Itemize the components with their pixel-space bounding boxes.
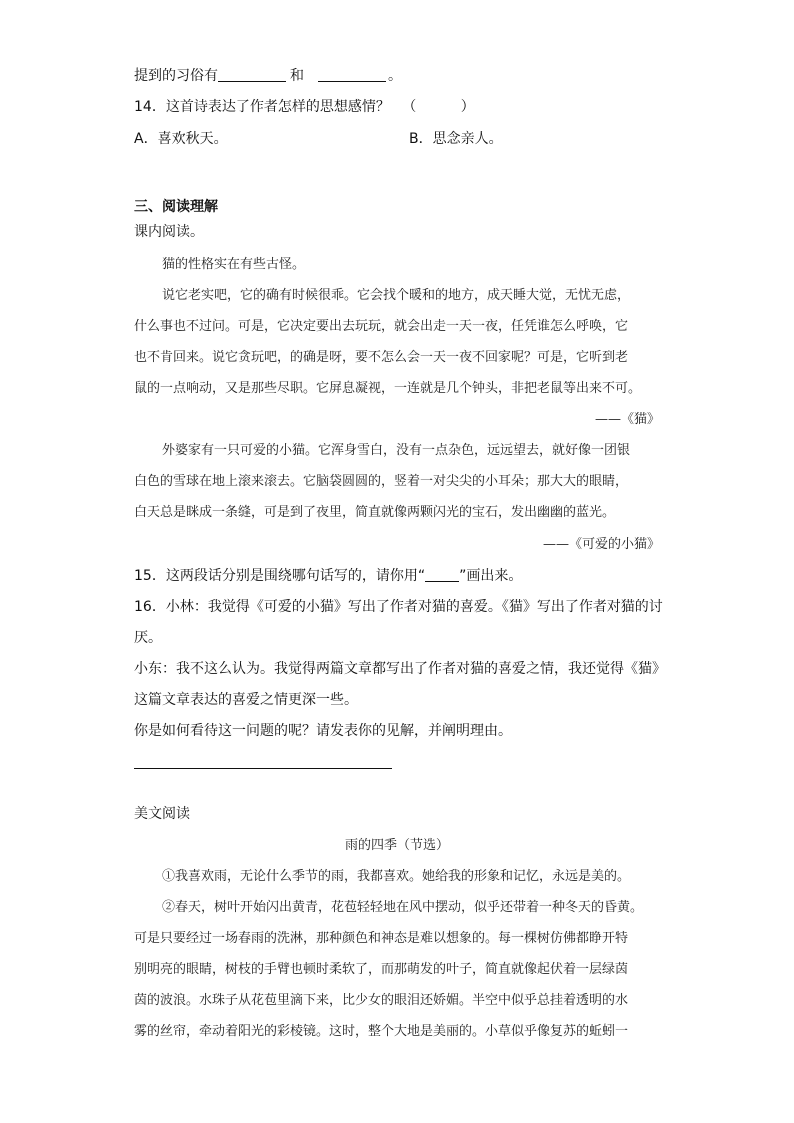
passage1-opening: 猫的性格实在有些古怪。 [162, 257, 306, 272]
reading2-paragraph: ①我喜欢雨，无论什么季节的雨，我都喜欢。她给我的形象和记忆，永远是美的。 [162, 869, 631, 884]
section-subheading: 课内阅读。 [134, 224, 204, 240]
q14-answer-bracket[interactable]: （ ） [402, 99, 475, 115]
q14-question [134, 97, 475, 117]
reading2-line: ②春天，树叶开始闪出黄青，花苞轻轻地在风中摆动，似乎还带着一种冬天的昏黄。 [162, 900, 644, 915]
reading2-label: 美文阅读 [134, 806, 190, 822]
q16-answer-line[interactable] [134, 768, 392, 769]
q13-answer-blank-1[interactable] [218, 67, 286, 82]
passage1-line: 也不肯回来。说它贪玩吧，的确是呀，要不怎么会一天一夜不回家呢？可是，它听到老 [134, 350, 629, 365]
reading2-title: 雨的四季（节选） [344, 838, 449, 853]
reading2-line: 别明亮的眼睛，树枝的手臂也顿时柔软了，而那萌发的叶子，简直就像起伏着一层绿茵 [134, 962, 629, 977]
q16-line: 小东：我不这么认为。我觉得两篇文章都写出了作者对猫的喜爱之情，我还觉得《猫》 [134, 661, 666, 677]
q16-line: 你是如何看待这一问题的呢？请发表你的见解，并阐明理由。 [134, 723, 512, 739]
passage1-line: 鼠的一点响动，又是那些尽职。它屏息凝视，一连就是几个钟头，非把老鼠等出来不可。 [134, 381, 642, 396]
reading2-line: 茵的波浪。水珠子从花苞里滴下来，比少女的眼泪还娇媚。半空中似乎总挂着透明的水 [134, 993, 629, 1008]
q13-end: 。 [388, 68, 402, 84]
q16-line: 厌。 [134, 630, 162, 646]
q13-prefix: 提到的习俗有 [134, 68, 218, 84]
q15-question [134, 566, 522, 586]
passage1-source: ——《猫》 [594, 412, 660, 427]
q14-option-b[interactable]: B．思念亲人。 [409, 131, 503, 147]
q14-option-a[interactable]: A．喜欢秋天。 [134, 131, 228, 147]
q15-text-before: 15．这两段话分别是围绕哪句话写的，请你用“ [134, 568, 426, 584]
section-heading: 三、阅读理解 [134, 199, 218, 215]
passage2-source: ——《可爱的小猫》 [542, 537, 660, 552]
passage1-line: 什么事也不过问。可是，它决定要出去玩玩，就会出走一天一夜，任凭谁怎么呼唤，它 [134, 319, 629, 334]
q16-line: 16．小林：我觉得《可爱的小猫》写出了作者对猫的喜爱。《猫》写出了作者对猫的讨 [134, 599, 663, 615]
q13-tail-line [134, 66, 402, 86]
q16-line: 这篇文章表达的喜爱之情更深一些。 [134, 692, 358, 708]
passage2-line: 白天总是眯成一条缝，可是到了夜里，简直就像两颗闪光的宝石，发出幽幽的蓝光。 [134, 505, 616, 520]
q13-and: 和 [290, 68, 304, 84]
q14-question-text: 14．这首诗表达了作者怎样的思想感情？ [134, 99, 390, 115]
q13-answer-blank-2[interactable] [318, 67, 386, 82]
passage2-line: 白色的雪球在地上滚来滚去。它脑袋圆圆的，竖着一对尖尖的小耳朵；那大大的眼睛， [134, 474, 629, 489]
q15-underline-sample [425, 567, 459, 582]
passage1-line: 说它老实吧，它的确有时候很乖。它会找个暖和的地方，成天睡大觉，无忧无虑， [162, 288, 631, 303]
q15-text-after: ”画出来。 [459, 568, 523, 584]
reading2-line: 可是只要经过一场春雨的洗淋，那种颜色和神态是难以想象的。每一棵树仿佛都睁开特 [134, 931, 629, 946]
passage2-line: 外婆家有一只可爱的小猫。它浑身雪白，没有一点杂色，远远望去，就好像一团银 [162, 443, 631, 458]
reading2-line: 雾的丝帘，牵动着阳光的彩棱镜。这时，整个大地是美丽的。小草似乎像复苏的蚯蚓一 [134, 1024, 629, 1039]
